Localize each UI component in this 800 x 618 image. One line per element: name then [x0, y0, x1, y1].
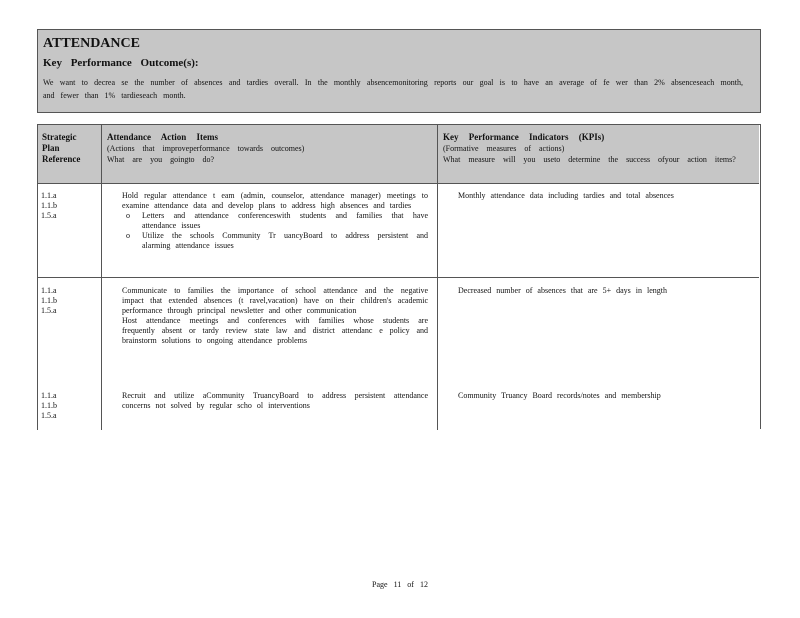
list-item	[106, 391, 428, 411]
kpi-title: Key Performance Indicators (KPIs)	[443, 132, 605, 142]
ref-code: 1.1.b	[41, 296, 57, 305]
ref-code: 1.1.a	[41, 191, 57, 200]
kpi-desc: (Formative measures of actions)	[443, 144, 565, 153]
table-left-border	[37, 184, 38, 430]
table-row-3-ref	[41, 391, 97, 421]
table-row-3-kpi	[442, 391, 752, 401]
sub-action-text: Utilize the schools Community Tr uancyBoard to address persistent and alarming attendance issues	[142, 231, 428, 250]
ref-code: 1.1.b	[41, 201, 57, 210]
kpi-text: Community Truancy Board records/notes and membership	[458, 391, 661, 400]
kpi-header	[443, 132, 753, 165]
row-divider-1	[37, 277, 759, 278]
ref-code: 1.1.a	[41, 286, 57, 295]
action-text: Host attendance meetings and conferences with families whose students are frequently absent or tardy review state law and district attendanc e policy and brainstorm solutions to ongoing attendance problems	[122, 316, 428, 345]
action-text: Hold regular attendance t eam (admin, counselor, attendance manager) meetings to examine attendance data and develop plans to address high absences and tardies	[122, 191, 428, 210]
table-row-3-action	[106, 391, 428, 411]
list-item	[106, 316, 428, 346]
kpi-text: Decreased number of absences that are 5+ days in length	[458, 286, 667, 295]
table-row-2-ref	[41, 286, 97, 316]
list-item	[442, 191, 752, 201]
sub-list-item	[126, 231, 428, 251]
header-ref-line: Strategic	[42, 132, 77, 142]
table-row-1-ref	[41, 191, 97, 221]
action-text: Communicate to families the importance of school attendance and the negative impact that extended absences (t ravel,vacation) have on their children's academic performance through principal newsletter and other communication	[122, 286, 428, 315]
action-items-header	[107, 132, 437, 165]
action-items-question: What are you goingto do?	[107, 155, 215, 164]
sub-list-item	[126, 211, 428, 231]
ref-code: 1.5.a	[41, 411, 57, 420]
action-items-title: Attendance Action Items	[107, 132, 218, 142]
key-performance-outcomes-label: Key Performance Outcome(s):	[43, 57, 199, 69]
table-row-2-kpi	[442, 286, 752, 296]
table-row-1-action	[106, 191, 428, 251]
outcome-goal-text: We want to decrea se the number of absences and tardies overall. In the monthly absencemonitoring reports our goal is to have an average of fe wer than 2% absenceseach month, and fewer than 1% tardieseach month.	[43, 78, 743, 100]
strategic-plan-reference-header	[42, 132, 80, 165]
action-items-desc: (Actions that improveperformance towards outcomes)	[107, 144, 305, 153]
list-item	[442, 391, 752, 401]
ref-code: 1.5.a	[41, 211, 57, 220]
table-row-1-kpi	[442, 191, 752, 201]
attendance-action-table	[37, 124, 761, 429]
kpi-text: Monthly attendance data including tardies and total absences	[458, 191, 674, 200]
header-ref-line: Reference	[42, 154, 81, 164]
table-header-row	[37, 125, 759, 184]
header-ref-line: Plan	[42, 143, 60, 153]
sub-action-text: Letters and attendance conferenceswith students and families that have attendance issues	[142, 211, 428, 230]
ref-code: 1.5.a	[41, 306, 57, 315]
list-item	[442, 286, 752, 296]
list-item	[106, 191, 428, 211]
table-row-2-action	[106, 286, 428, 346]
circle-bullet-icon: o	[126, 231, 130, 240]
action-text: Recruit and utilize aCommunity TruancyBoard to address persistent attendance concerns not solved by regular scho ol interventions	[122, 391, 428, 410]
circle-bullet-icon: o	[126, 211, 130, 220]
kpi-question: What measure will you useto determine the success ofyour action items?	[443, 155, 736, 164]
ref-code: 1.1.b	[41, 401, 57, 410]
list-item	[106, 286, 428, 316]
page-number: Page 11 of 12	[372, 580, 428, 589]
section-title: ATTENDANCE	[43, 36, 140, 51]
ref-code: 1.1.a	[41, 391, 57, 400]
outcome-header-box	[37, 29, 761, 113]
